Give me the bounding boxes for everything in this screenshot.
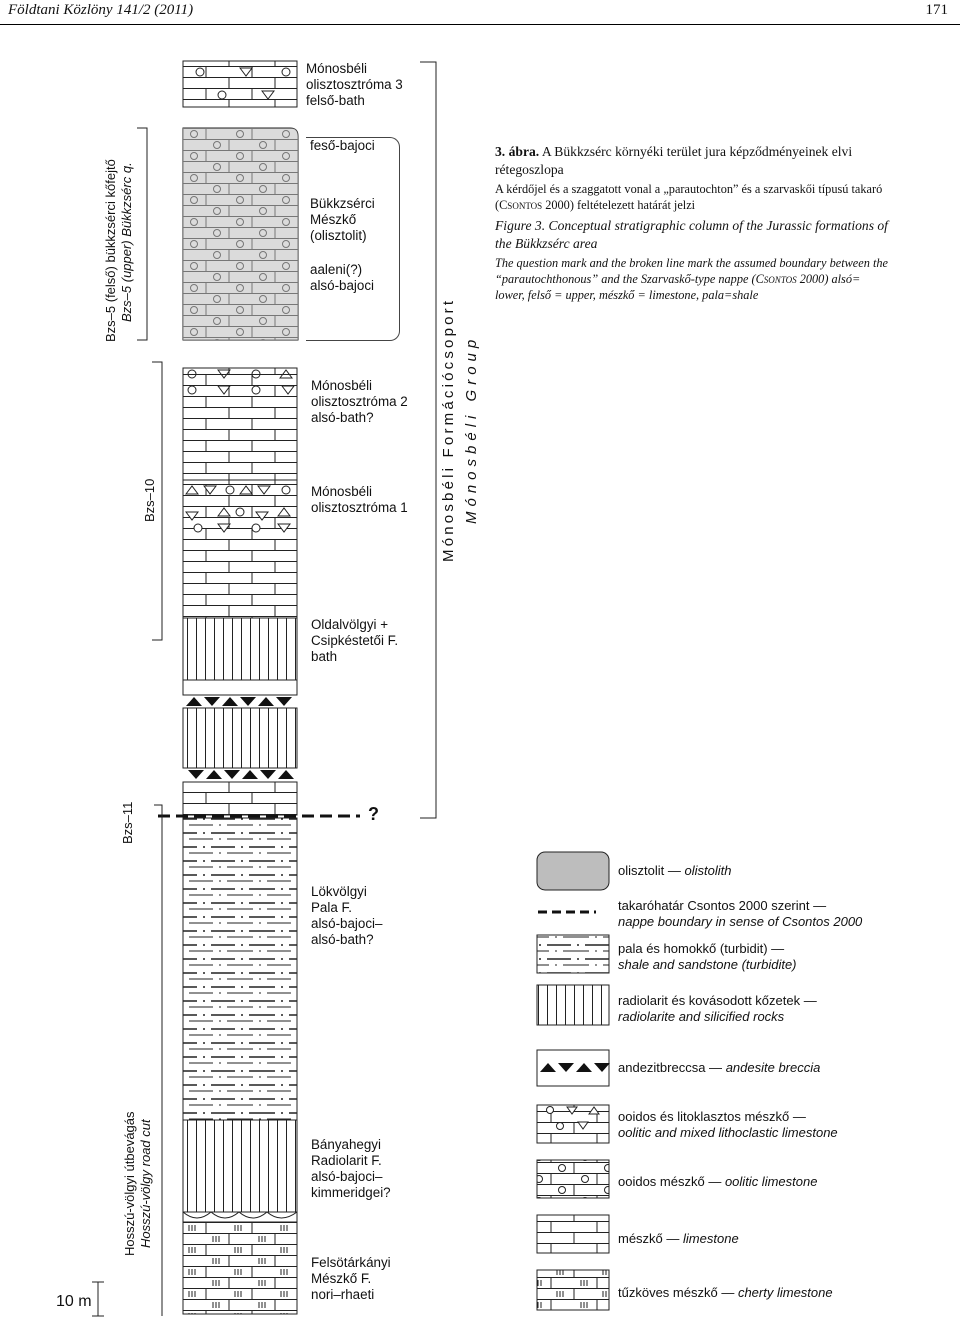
caption-hu-label: 3. ábra.: [495, 144, 540, 159]
legend-swatches: [537, 852, 610, 1310]
label-group-en: Mónosbéli Group: [463, 334, 480, 524]
legend-cherty: [618, 1285, 833, 1301]
label-bzs5-hu: Bzs–5 (felső) bükkzsérci kőfejtő: [103, 159, 118, 342]
label-unit1: [306, 61, 403, 109]
label-road-en: Hosszú-völgy road cut: [138, 1119, 153, 1248]
label-unit1-line3: felső-bath: [306, 93, 365, 108]
label-unit3-line3: alsó-bath?: [311, 410, 374, 425]
unit-olistostrome-2-column: [183, 368, 297, 480]
scale-label: 10 m: [56, 1293, 92, 1310]
legend-radiolarite-hu: radiolarit és kovásodott kőzetek —: [618, 993, 817, 1008]
legend-radiolarite: [618, 993, 817, 1025]
unit-lokvolgyi-column: [183, 818, 297, 1120]
label-group-hu: Mónosbéli Formációcsoport: [440, 297, 457, 562]
label-unit1-line2: olisztosztróma 3: [306, 77, 403, 92]
legend-olistolith-en: olistolith: [684, 863, 732, 878]
label-unit3-line1: Mónosbéli: [311, 378, 373, 393]
unit-olistolith-column: [183, 128, 298, 340]
legend-radiolarite-en: radiolarite and silicified rocks: [618, 1009, 785, 1024]
label-unit3-line2: olisztosztróma 2: [311, 394, 408, 409]
label-unit8-line3: nori–rhaeti: [311, 1287, 375, 1302]
label-unit7-line2: Radiolarit F.: [311, 1153, 382, 1168]
label-bzs5-en: Bzs–5 (upper) Bükkzsérc q.: [119, 162, 134, 322]
unit-olistostrome-3-column: [183, 61, 297, 107]
legend-cherty-en: cherty limestone: [737, 1285, 833, 1300]
boundary-question-mark: ?: [368, 804, 379, 824]
label-unit2-line3: (olisztolit): [310, 228, 367, 243]
journal-title: Földtani Közlöny 141/2 (2011): [8, 2, 194, 18]
legend-andesite-en: andesite breccia: [725, 1060, 821, 1075]
legend-olistolith-hu: olisztolit —: [618, 863, 681, 878]
scale-bar: [92, 1282, 104, 1316]
legend-oolitic: [618, 1174, 817, 1190]
label-unit5-line3: bath: [311, 649, 338, 664]
caption-en-author: Csontos: [755, 272, 797, 286]
legend-andesite: [618, 1060, 820, 1076]
label-unit8: [311, 1255, 391, 1303]
label-road-hu: Hosszú-völgyi útbevágás: [122, 1111, 137, 1256]
label-unit7-line3: alsó-bajoci–: [311, 1169, 383, 1184]
legend-nappe-hu: takaróhatár Csontos 2000 szerint —: [618, 898, 827, 913]
label-unit5-line2: Csipkéstetői F.: [311, 633, 399, 648]
legend-andesite-hu: andezitbreccsa —: [618, 1060, 723, 1075]
caption-en-label: Figure 3.: [495, 218, 546, 233]
label-unit1-line1: Mónosbéli: [306, 61, 368, 76]
caption-hu-text: A Bükkzsérc környéki terület jura képződményeinek elvi rétegoszlopa: [495, 144, 853, 177]
legend-oolitic-en: oolitic limestone: [724, 1174, 818, 1189]
unit-olistostrome-1-column: [183, 480, 297, 618]
label-unit4-line2: olisztosztróma 1: [311, 500, 408, 515]
label-unit2-top: feső-bajoci: [310, 138, 375, 153]
legend-limestone-en: limestone: [683, 1231, 739, 1246]
label-unit8-line1: Felsötárkányi: [311, 1255, 391, 1270]
label-unit6-line1: Lökvölgyi: [311, 884, 367, 899]
label-unit4: [311, 484, 408, 516]
bracket-bzs5: [137, 128, 147, 340]
legend-oolitic-mixed-en: oolitic and mixed lithoclastic limestone: [618, 1125, 838, 1140]
caption-en-note-2: 2000) alsó= lower, felső = upper, mészkő = limestone, pala=shale: [495, 272, 861, 302]
caption-en-note-1: The question mark and the broken line mark the assumed boundary between the “parautochthonous” and the Szarvaskő-type nappe (: [495, 256, 888, 286]
caption-hu-author: Csontos: [499, 198, 543, 212]
label-unit6-line4: alsó-bath?: [311, 932, 374, 947]
page-number: 171: [925, 2, 948, 18]
unit-banyahegyi-column: [183, 1120, 297, 1222]
label-unit2-line2: Mészkő: [310, 212, 357, 227]
label-unit8-line2: Mészkő F.: [311, 1271, 372, 1286]
label-unit3: [311, 378, 408, 426]
unit-oldalvolgyi-column: [183, 618, 297, 815]
caption-hu-note-2: 2000) feltételezett határát jelzi: [542, 198, 696, 212]
label-unit6-line3: alsó-bajoci–: [311, 916, 383, 931]
label-bzs11: Bzs–11: [120, 801, 135, 844]
bracket-group: [420, 62, 436, 818]
caption-en-text: Conceptual stratigraphic column of the Jurassic formations of the Bükkzsérc area: [495, 218, 888, 251]
label-unit5: [311, 617, 398, 665]
label-unit2-bottom2: alsó-bajoci: [310, 278, 375, 293]
label-unit2-bottom1: aaleni(?): [310, 262, 363, 277]
legend-shale: [618, 941, 797, 973]
legend-nappe-en: nappe boundary in sense of Csontos 2000: [618, 914, 863, 929]
legend-oolitic-hu: ooidos mészkő —: [618, 1174, 722, 1189]
legend-shale-hu: pala és homokkő (turbidit) —: [618, 941, 785, 956]
label-unit6-line2: Pala F.: [311, 900, 352, 915]
label-unit7-line1: Bányahegyi: [311, 1137, 381, 1152]
label-unit7: [311, 1137, 391, 1201]
label-unit2-box: [306, 137, 400, 341]
label-unit2-line1: Bükkzsérci: [310, 196, 375, 211]
unit-felsotarkanyi-column: [183, 1222, 297, 1314]
legend-limestone: [618, 1231, 739, 1247]
label-unit5-line1: Oldalvölgyi +: [311, 617, 389, 632]
bracket-bzs11-road: [154, 805, 162, 1316]
label-unit6: [311, 884, 382, 948]
label-unit4-line1: Mónosbéli: [311, 484, 373, 499]
label-unit7-line4: kimmeridgei?: [311, 1185, 391, 1200]
legend-cherty-hu: tűzköves mészkő —: [618, 1285, 735, 1300]
label-bzs10: Bzs–10: [142, 478, 157, 522]
caption-hu-note-1: A kérdőjel és a szaggatott vonal a „parautochton” és a szarvaskői típusú takaró (: [495, 182, 883, 212]
legend-oolitic-mixed-hu: ooidos és litoklasztos mészkő —: [618, 1109, 806, 1124]
legend-nappe: [618, 898, 862, 930]
legend-olistolith: [618, 863, 731, 879]
legend-shale-en: shale and sandstone (turbidite): [618, 957, 797, 972]
legend-oolitic-mixed: [618, 1109, 838, 1141]
legend-limestone-hu: mészkő —: [618, 1231, 680, 1246]
